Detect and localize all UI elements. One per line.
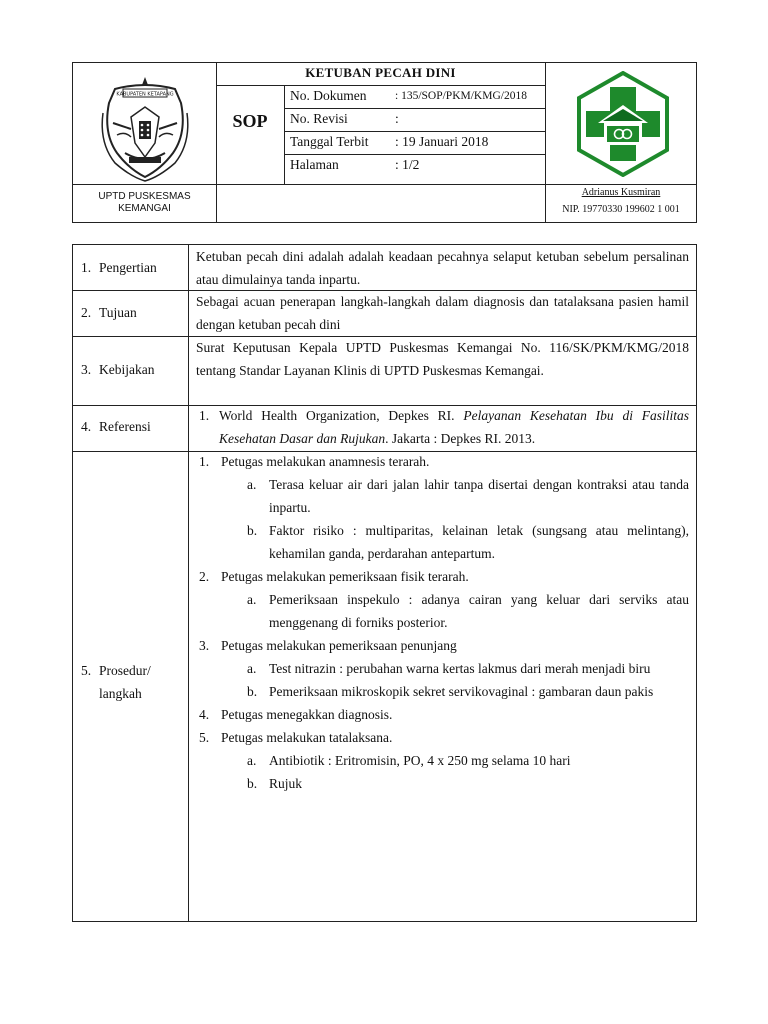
puskesmas-logo (570, 71, 676, 177)
sop-content-table (72, 244, 697, 922)
emblem-banner-text: KABUPATEN KETAPANG (116, 91, 174, 98)
meta-value-document-number: : 135/SOP/PKM/KMG/2018 (395, 90, 527, 102)
section-content-prosedur (199, 450, 689, 795)
section-label-text: langkah (99, 686, 142, 701)
procedure-substep: b. Rujuk (247, 776, 303, 791)
meta-value-revision: : (395, 111, 399, 126)
section-number: 4. (81, 419, 92, 434)
section-content-pengertian (196, 245, 689, 291)
section-number: 1. (81, 260, 92, 275)
section-content-kebijakan (196, 336, 689, 382)
procedure-substep: a. Test nitrazin : perubahan warna kertas lakmus dari merah menjadi biru (247, 661, 651, 676)
procedure-substep: b. Faktor risiko : multiparitas, kelainan letak (sungsang atau melintang), kehamilan ganda, perdarahan antepartum. (247, 523, 689, 561)
meta-label-issue-date: Tanggal Terbit (290, 134, 369, 149)
procedure-step: 4. Petugas menegakkan diagnosis. (199, 707, 393, 722)
meta-label-revision: No. Revisi (290, 111, 348, 126)
reference-authors: World Health Organization, Depkes RI. (219, 408, 464, 423)
reference-number: 1. (199, 408, 210, 423)
section-label-referensi (73, 415, 188, 438)
pengertian-text: Ketuban pecah dini adalah adalah keadaan pecahnya selaput ketuban sebelum persalinan atau dimulainya tanda inpartu. (196, 249, 689, 287)
kebijakan-text: Surat Keputusan Kepala UPTD Puskesmas Kemangai No. 116/SK/PKM/KMG/2018 tentang Standar Layanan Klinis di UPTD Puskesmas Kemangai. (196, 340, 689, 378)
procedure-step: 5. Petugas melakukan tatalaksana. (199, 730, 393, 745)
procedure-substep: a. Terasa keluar air dari jalan lahir tanpa disertai dengan kontraksi atau tanda inpartu. (247, 477, 689, 515)
section-label-text: Prosedur/ (99, 663, 151, 678)
section-label-text: Referensi (99, 419, 151, 434)
document-title: KETUBAN PECAH DINI (305, 65, 456, 80)
section-content-tujuan (196, 290, 689, 336)
meta-label-document-number: No. Dokumen (290, 88, 367, 103)
content-divider (188, 245, 189, 921)
header-divider (284, 86, 285, 184)
section-label-prosedur (73, 659, 188, 705)
sop-header-table (72, 62, 697, 223)
section-label-tujuan (73, 301, 188, 324)
signer-name: Adrianus Kusmiran (581, 187, 661, 198)
section-label-kebijakan (73, 358, 188, 381)
procedure-substep: a. Antibiotik : Eritromisin, PO, 4 x 250 mg selama 10 hari (247, 753, 571, 768)
regency-emblem-logo (95, 73, 195, 183)
tujuan-text: Sebagai acuan penerapan langkah-langkah dalam diagnosis dan tatalaksana pasien hamil dengan ketuban pecah dini (196, 294, 689, 332)
organization-line-1: UPTD PUSKESMAS (98, 191, 191, 202)
section-number: 5. (81, 663, 92, 678)
section-label-text: Pengertian (99, 260, 157, 275)
reference-publisher: . Jakarta : Depkes RI. 2013. (385, 431, 536, 446)
header-divider (284, 131, 545, 132)
header-divider (216, 63, 217, 222)
header-divider (73, 184, 696, 185)
procedure-step: 2. Petugas melakukan pemeriksaan fisik terarah. (199, 569, 469, 584)
meta-label-page: Halaman (290, 157, 339, 172)
reference-item (199, 404, 689, 450)
reference-title: Pelayanan Kesehatan Ibu di Fasilitas Kesehatan Dasar dan Rujukan (219, 408, 690, 446)
procedure-step: 1. Petugas melakukan anamnesis terarah. (199, 454, 430, 469)
header-divider (284, 154, 545, 155)
section-content-referensi (199, 404, 689, 450)
section-label-pengertian (73, 256, 188, 279)
procedure-substep: a. Pemeriksaan inspekulo : adanya cairan yang keluar dari serviks atau menggenang di forniks posterior. (247, 592, 689, 630)
procedure-step: 3. Petugas melakukan pemeriksaan penunjang (199, 638, 457, 653)
organization-name (73, 191, 216, 215)
header-divider (216, 85, 545, 86)
section-number: 2. (81, 305, 92, 320)
procedure-substep: b. Pemeriksaan mikroskopik sekret servikovaginal : gambaran daun pakis (247, 684, 654, 699)
section-label-text: Tujuan (99, 305, 137, 320)
section-number: 3. (81, 362, 92, 377)
signer-block (545, 187, 697, 215)
header-divider (284, 108, 545, 109)
meta-value-issue-date: : 19 Januari 2018 (395, 134, 489, 149)
meta-value-page: : 1/2 (395, 157, 420, 172)
sop-label: SOP (232, 111, 268, 131)
section-label-text: Kebijakan (99, 362, 155, 377)
organization-line-2: KEMANGAI (118, 203, 171, 214)
signer-nip: NIP. 19770330 199602 1 001 (562, 204, 680, 215)
